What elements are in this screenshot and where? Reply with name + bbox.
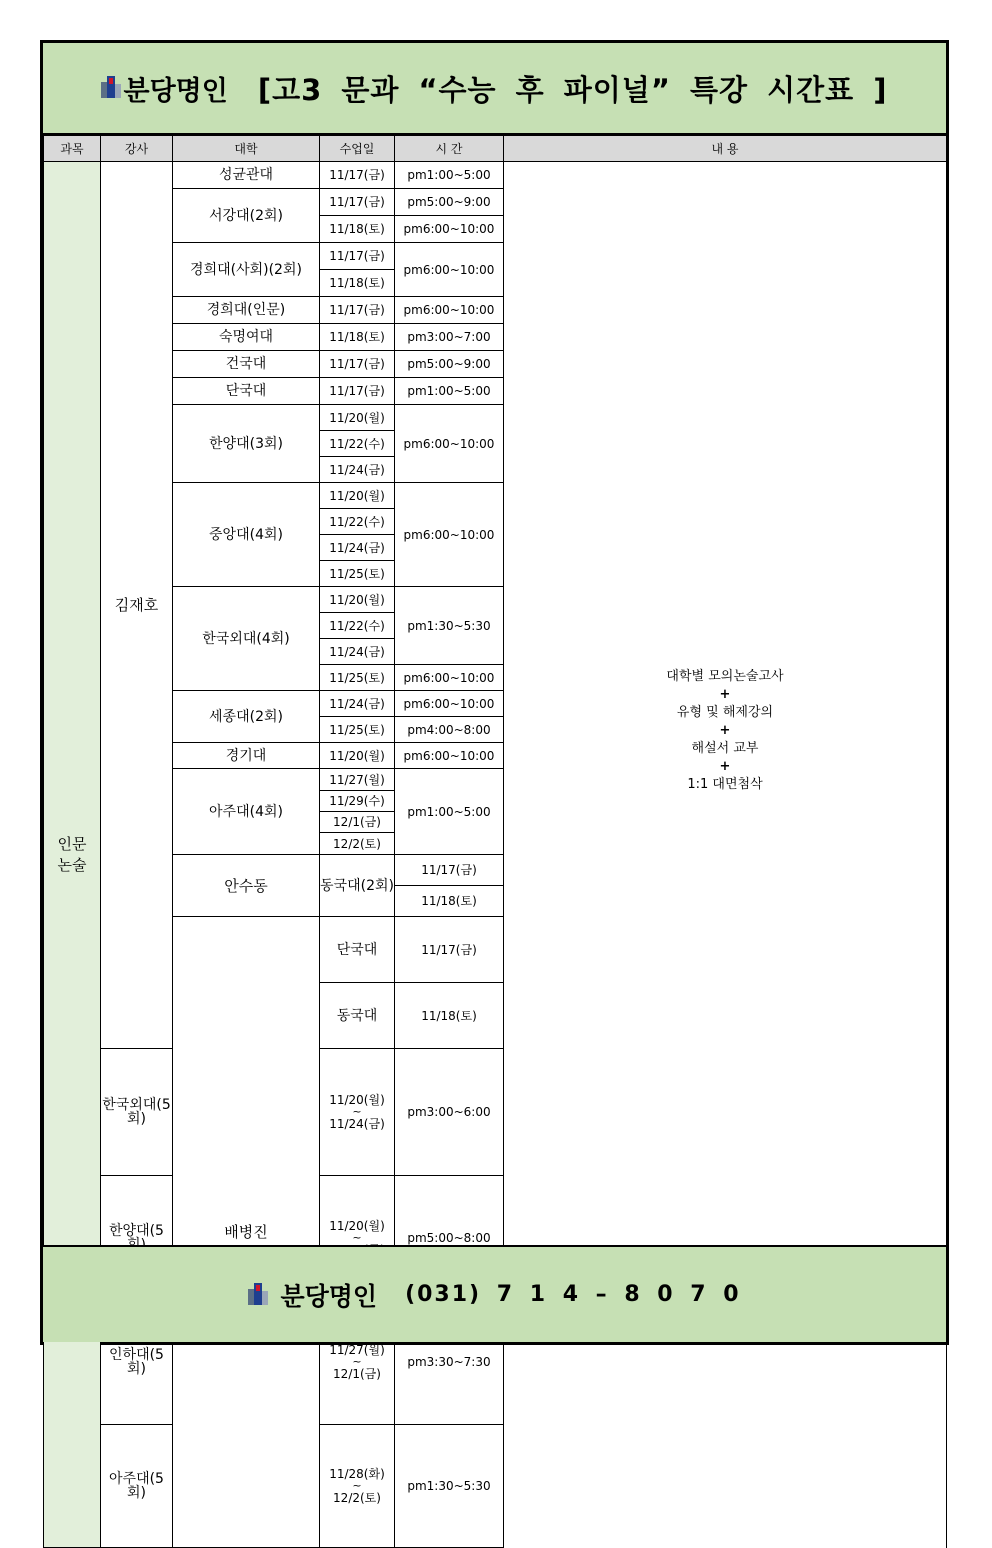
range-end: 12/2(토) <box>333 1491 381 1506</box>
column-header: 대학 <box>173 136 320 162</box>
range-tilde: ~ <box>352 1479 362 1493</box>
date-cell: 11/24(금) <box>320 457 395 483</box>
time-cell: pm1:00~5:00 <box>395 162 504 189</box>
table-row <box>44 162 947 189</box>
column-header: 내 용 <box>504 136 947 162</box>
university-cell: 세종대(2회) <box>173 691 320 743</box>
date-cell: 11/17(금) <box>320 378 395 405</box>
university-cell: 아주대(5회) <box>101 1425 173 1548</box>
university-cell: 숙명여대 <box>173 324 320 351</box>
university-cell: 성균관대 <box>173 162 320 189</box>
time-cell: pm6:00~10:00 <box>395 297 504 324</box>
time-cell: pm3:00~7:00 <box>395 324 504 351</box>
date-cell: 11/17(금) <box>320 189 395 216</box>
time-cell: pm3:30~7:30 <box>395 1300 504 1425</box>
date-cell: 11/24(금) <box>320 639 395 665</box>
time-cell: pm4:00~8:00 <box>395 717 504 743</box>
content-cell <box>504 162 947 1301</box>
university-cell: 인하대(5회) <box>101 1300 173 1425</box>
time-cell: pm6:00~10:00 <box>395 483 504 587</box>
date-cell: 11/22(수) <box>320 431 395 457</box>
content-line: 유형 및 해제강의 <box>676 704 774 720</box>
date-cell: 11/25(토) <box>320 717 395 743</box>
range-tilde: ~ <box>352 1105 362 1119</box>
time-cell: pm1:30~5:30 <box>395 1425 504 1548</box>
time-cell: pm1:00~5:00 <box>395 769 504 855</box>
date-cell: 11/22(수) <box>320 509 395 535</box>
time-cell: pm6:00~10:00 <box>395 405 504 483</box>
date-cell: 11/20(월) <box>320 587 395 613</box>
date-range-cell <box>320 1425 395 1548</box>
range-start: 11/20(월) <box>329 1218 385 1233</box>
university-cell: 단국대 <box>320 917 395 983</box>
table-header-row <box>44 136 947 162</box>
time-cell: pm1:00~5:00 <box>395 378 504 405</box>
date-cell: 11/24(금) <box>320 691 395 717</box>
university-cell: 한국외대(5회) <box>101 1049 173 1176</box>
footer-brand-name: 분당명인 <box>280 1281 378 1311</box>
column-header: 수업일 <box>320 136 395 162</box>
range-tilde: ~ <box>352 1230 362 1244</box>
plus-sign: + <box>719 686 731 702</box>
university-cell: 단국대 <box>173 378 320 405</box>
university-cell: 한양대(5 <box>101 1175 173 1300</box>
range-start: 11/20(월) <box>329 1093 385 1108</box>
time-cell: pm3:00~6:00 <box>395 1049 504 1176</box>
brand-logo-icon <box>248 1283 268 1307</box>
date-cell: 11/17(금) <box>395 855 504 886</box>
date-cell: 11/17(금) <box>320 243 395 270</box>
date-cell: 11/20(월) <box>320 405 395 431</box>
date-cell: 11/17(금) <box>320 351 395 378</box>
date-cell: 11/18(토) <box>320 324 395 351</box>
date-cell: 12/1(금) <box>320 812 395 833</box>
university-cell: 서강대(2회) <box>173 189 320 243</box>
content-line: 대학별 모의논술고사 <box>666 668 784 684</box>
timetable-sheet <box>40 40 949 1506</box>
phone-number: (031) 7 1 4 – 8 0 7 0 <box>405 1282 741 1307</box>
date-cell: 11/20(월) <box>320 483 395 509</box>
date-cell: 11/17(금) <box>320 297 395 324</box>
content-line: 1:1 대면첨삭 <box>687 776 763 792</box>
university-cell: 중앙대(4회) <box>173 483 320 587</box>
column-header: 강사 <box>101 136 173 162</box>
brand-logo-icon <box>101 76 121 100</box>
page-title: [고3 문과 “수능 후 파이널” 특강 시간표 ] <box>257 72 888 107</box>
column-header: 시 간 <box>395 136 504 162</box>
time-cell: pm6:00~10:00 <box>395 665 504 691</box>
date-cell: 11/29(수) <box>320 791 395 812</box>
date-cell: 11/18(토) <box>395 983 504 1049</box>
date-cell: 12/2(토) <box>320 833 395 855</box>
time-cell: pm6:00~10:00 <box>395 743 504 769</box>
date-cell: 11/24(금) <box>320 535 395 561</box>
university-cell: 동국대(2회) <box>320 855 395 917</box>
footer-banner <box>43 1245 946 1342</box>
date-cell: 11/20(월) <box>320 743 395 769</box>
brand-name: 분당명인 <box>123 75 228 107</box>
plus-sign: + <box>719 722 731 738</box>
subject-label: 논술 <box>57 855 87 874</box>
date-cell: 11/22(수) <box>320 613 395 639</box>
instructor-cell: 김재호 <box>101 162 173 1049</box>
range-end: 12/1(금) <box>333 1367 381 1382</box>
time-cell: pm1:30~5:30 <box>395 587 504 665</box>
date-range-cell <box>320 1049 395 1176</box>
university-cell: 경희대(사회)(2회) <box>173 243 320 297</box>
university-cell: 건국대 <box>173 351 320 378</box>
date-cell: 11/17(금) <box>320 162 395 189</box>
time-cell: pm6:00~10:00 <box>395 691 504 717</box>
range-end: 11/24(금) <box>329 1117 385 1132</box>
university-cell: 아주대(4회) <box>173 769 320 855</box>
university-cell: 한양대(3회) <box>173 405 320 483</box>
university-cell: 동국대 <box>320 983 395 1049</box>
date-cell: 11/17(금) <box>395 917 504 983</box>
date-cell: 11/18(토) <box>320 270 395 297</box>
date-cell: 11/18(토) <box>395 886 504 917</box>
subject-label: 인문 <box>57 834 87 853</box>
time-cell: pm6:00~10:00 <box>395 216 504 243</box>
range-tilde: ~ <box>352 1355 362 1369</box>
time-cell: pm5:00~9:00 <box>395 189 504 216</box>
title-banner <box>43 43 946 135</box>
university-cell: 한국외대(4회) <box>173 587 320 691</box>
instructor-cell: 배병진 <box>173 917 320 1548</box>
time-cell: pm5:00~9:00 <box>395 351 504 378</box>
university-cell: 경희대(인문) <box>173 297 320 324</box>
date-cell: 11/18(토) <box>320 216 395 243</box>
university-cell: 경기대 <box>173 743 320 769</box>
range-start: 11/27(월) <box>329 1343 385 1358</box>
column-header: 과목 <box>44 136 101 162</box>
content-line: 해설서 교부 <box>691 740 759 756</box>
date-cell: 11/27(월) <box>320 769 395 791</box>
time-cell: pm5:00~8:00 <box>395 1175 504 1300</box>
plus-sign: + <box>719 758 731 774</box>
range-start: 11/28(화) <box>329 1467 385 1482</box>
instructor-cell: 안수동 <box>173 855 320 917</box>
date-cell: 11/25(토) <box>320 561 395 587</box>
date-cell: 11/25(토) <box>320 665 395 691</box>
time-cell: pm6:00~10:00 <box>395 243 504 297</box>
